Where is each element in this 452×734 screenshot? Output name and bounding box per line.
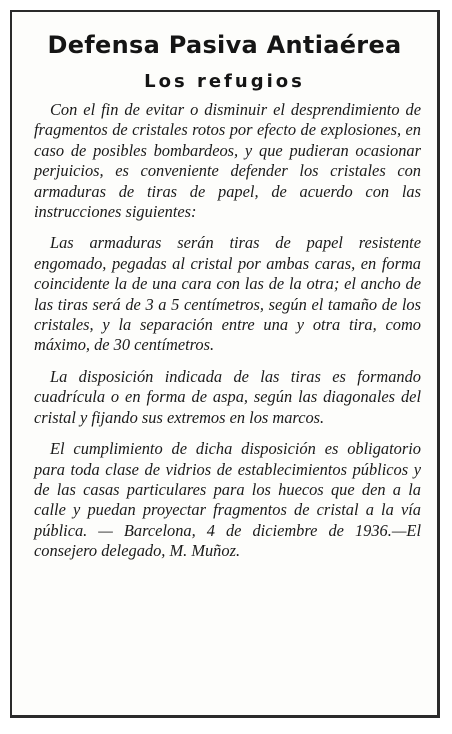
paragraph-disposicion: La disposición indicada de las tiras es formando cuadrícula o en forma de aspa, según las diagonales del cristal y fijando sus extremos en los marcos. (34, 366, 421, 427)
newspaper-clipping (10, 10, 440, 718)
paragraph-armaduras: Las armaduras serán tiras de papel resistente engomado, pegadas al cristal por ambas caras, en forma coincidente la de una cara con las de la otra; el ancho de las tiras será de 3 a 5 centímetros, según el tamaño de los cristales, y la separación entre una y otra tira, como máximo, de 30 centímetros. (34, 233, 421, 355)
paragraph-cumplimiento: El cumplimiento de dicha disposición es obligatorio para toda clase de vidrios de establecimientos públicos y de las casas particulares para los huecos que den a la calle y puedan proyectar fragmentos de cristal a la vía pública. — Barcelona, 4 de diciembre de 1936.—El consejero delegado, M. Muñoz. (34, 439, 421, 561)
paragraph-intro: Con el fin de evitar o disminuir el desprendimiento de fragmentos de cristales rotos por efecto de explosiones, en caso de posibles bombardeos, y que pudieran ocasionar perjuicios, es conveniente defender los cristales con armaduras de tiras de papel, de acuerdo con las instrucciones siguientes: (34, 100, 421, 222)
article-subtitle: Los refugios (144, 71, 305, 92)
article-title: Defensa Pasiva Antiaérea (47, 31, 402, 59)
